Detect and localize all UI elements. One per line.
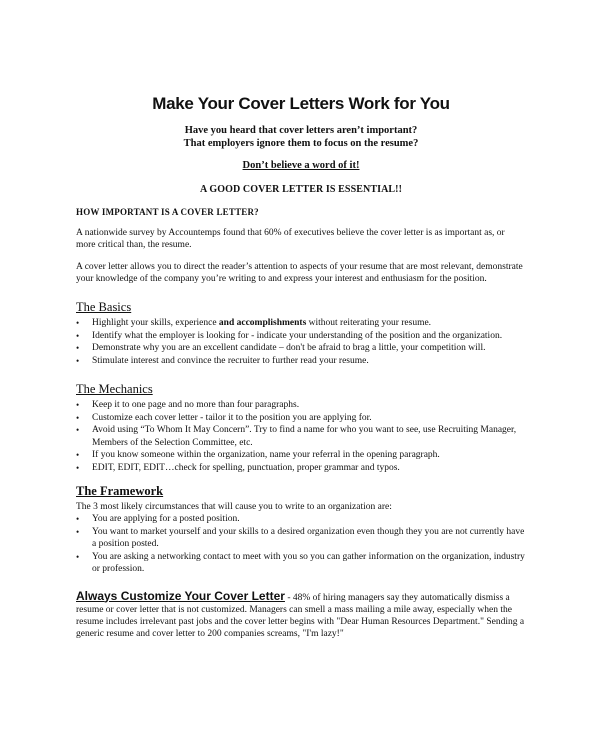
list-item-text: If you know someone within the organization, name your referral in the opening paragraph. — [92, 450, 440, 460]
list-item — [76, 412, 526, 425]
bullet-icon: • — [76, 462, 80, 473]
list-item-text: You want to market yourself and your skills to a desired organization even though they you are not currently have a position posted. — [92, 526, 525, 549]
mechanics-list — [76, 399, 526, 474]
bullet-icon: • — [76, 526, 80, 537]
bullet-icon: • — [76, 400, 80, 410]
list-item — [76, 424, 526, 449]
bullet-icon: • — [76, 343, 80, 353]
customize-paragraph — [76, 590, 526, 640]
list-item — [76, 355, 526, 368]
list-item-text: Customize each cover letter - tailor it to the position you are applying for. — [92, 412, 372, 423]
list-item-text: Keep it to one page and no more than four paragraphs. — [92, 400, 300, 410]
bullet-icon: • — [76, 551, 80, 562]
list-item-text: You are asking a networking contact to meet with you so you can gather information on the organization, industry or profession. — [92, 551, 525, 574]
list-item — [76, 330, 526, 343]
list-item-emphasis: and accomplishments — [218, 318, 307, 328]
tagline: Don’t believe a word of it! — [242, 160, 360, 171]
question-heading: HOW IMPORTANT IS A COVER LETTER? — [76, 207, 259, 217]
list-item — [76, 449, 526, 462]
customize-heading: Always Customize Your Cover Letter — [76, 588, 285, 603]
list-item — [76, 551, 526, 576]
list-item — [76, 399, 526, 412]
list-item-text: Identify what the employer is looking for - indicate your understanding of the position and the organization. — [92, 330, 503, 341]
section-title-basics: The Basics — [76, 300, 132, 314]
framework-list — [76, 513, 526, 576]
bullet-icon: • — [76, 425, 80, 435]
subtitle-line-2: That employers ignore them to focus on the resume? — [183, 138, 419, 149]
list-item-text: You are applying for a posted position. — [92, 514, 240, 524]
list-item-text: Avoid using “To Whom It May Concern”. Try to find a name for who you want to see, use Recruiting Manager, Members of the Selection Committee, etc. — [92, 425, 517, 448]
list-item-text: without reiterating your resume. — [306, 318, 432, 328]
subtitle-line-1: Have you heard that cover letters aren’t important? — [184, 125, 418, 136]
bullet-icon: • — [76, 450, 80, 460]
bullet-icon: • — [76, 330, 80, 341]
document-title: Make Your Cover Letters Work for You — [152, 94, 450, 113]
essential-heading: A GOOD COVER LETTER IS ESSENTIAL!! — [199, 184, 403, 195]
section-title-mechanics: The Mechanics — [76, 382, 153, 396]
list-item-text: EDIT, EDIT, EDIT…check for spelling, punctuation, proper grammar and typos. — [92, 462, 400, 473]
list-item — [76, 526, 526, 551]
bullet-icon: • — [76, 514, 80, 524]
list-item — [76, 513, 526, 526]
bullet-icon: • — [76, 355, 80, 366]
customize-body: - 48% of hiring managers say they automatically dismiss a resume or cover letter that is not customized. Managers can smell a mass mailing a mile away, especially when the resume includes irrelevant past jobs and the cover letter begins with "Dear Human Resources Department." Sending a generic resume and cover letter to 200 companies screams, "I'm lazy!" — [76, 592, 525, 639]
paragraph-direct-attention: A cover letter allows you to direct the reader’s attention to aspects of your resume that are most relevant, demonstrate your knowledge of the company you’re writing to and express your interest and enthusiasm for the position. — [76, 262, 523, 284]
list-item — [76, 342, 526, 355]
list-item-text: Demonstrate why you are an excellent candidate – don't be afraid to brag a little, your competition will. — [92, 343, 486, 353]
section-title-framework: The Framework — [76, 484, 164, 498]
framework-intro: The 3 most likely circumstances that will cause you to write to an organization are: — [76, 502, 392, 512]
list-item-text: Highlight your skills, experience — [92, 318, 219, 328]
paragraph-survey: A nationwide survey by Accountemps found that 60% of executives believe the cover letter is as important as, or more critical than, the resume. — [76, 228, 505, 250]
basics-list — [76, 317, 526, 367]
bullet-icon: • — [76, 412, 80, 423]
list-item — [76, 317, 526, 330]
list-item-text: Stimulate interest and convince the recruiter to further read your resume. — [92, 355, 369, 366]
bullet-icon: • — [76, 318, 80, 328]
list-item — [76, 462, 526, 475]
